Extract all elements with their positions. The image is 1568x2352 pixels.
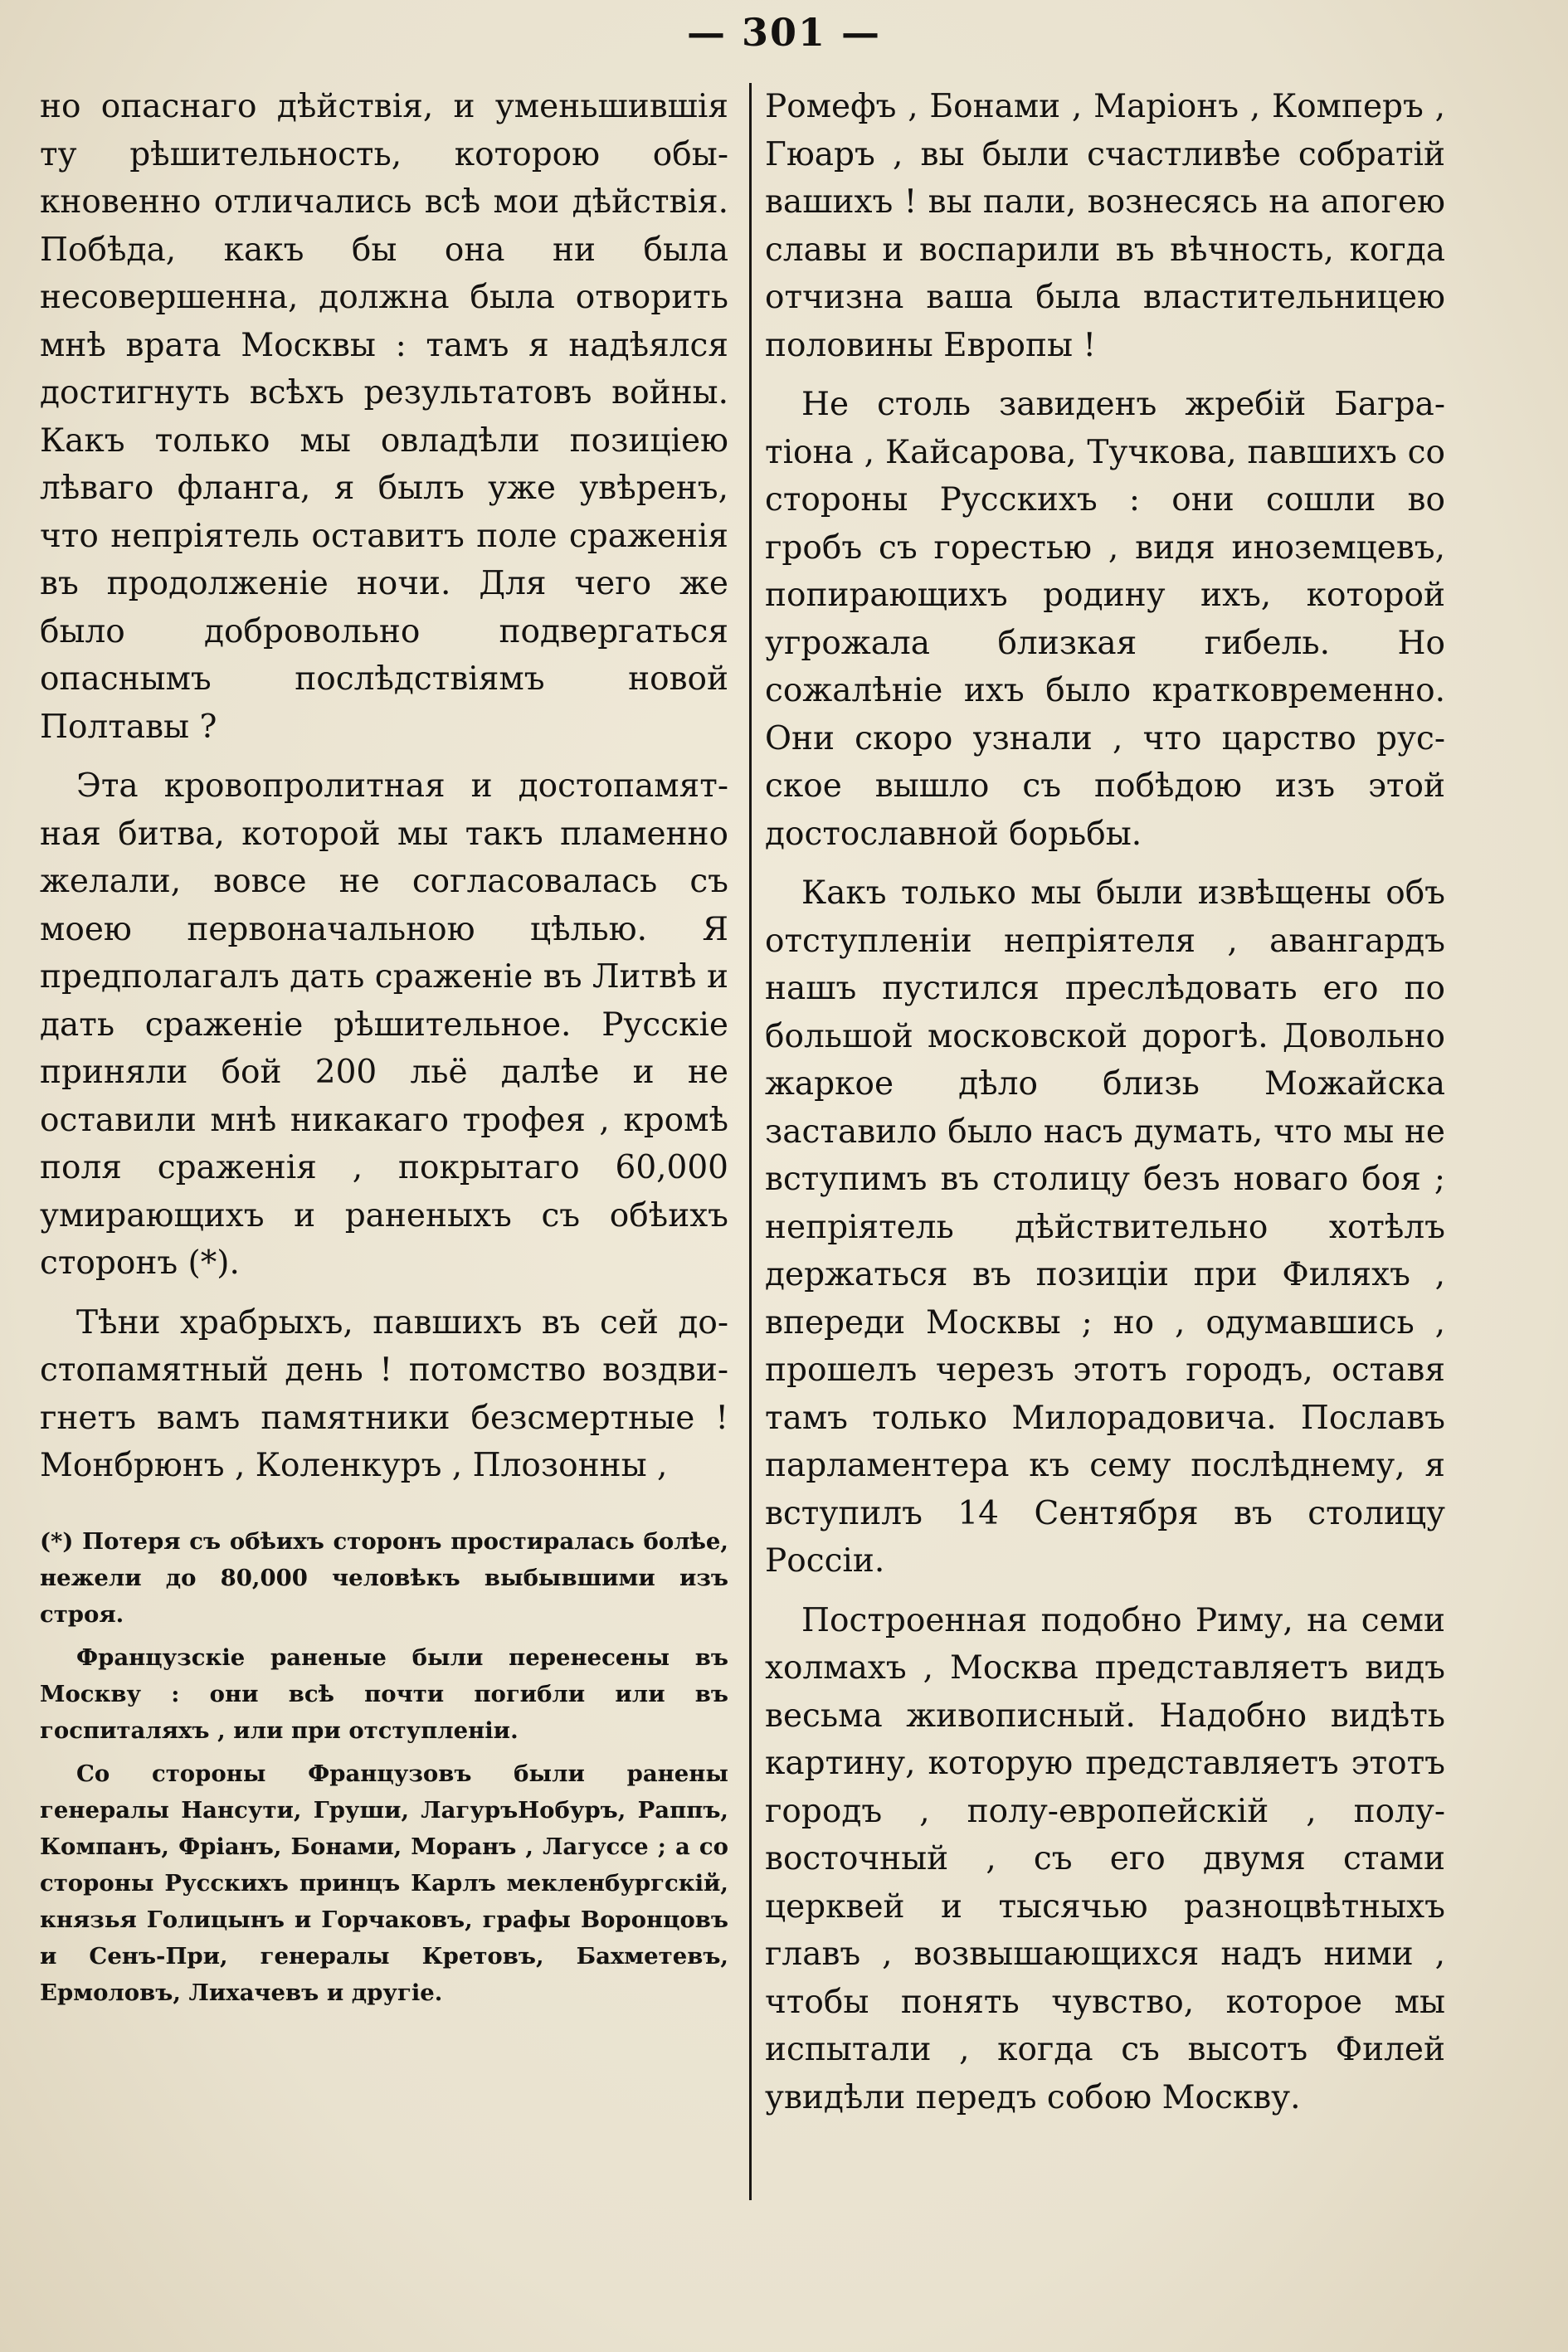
footnote-3: Со стороны Французовъ были ранены генералы Нансути, Груши, ЛагуръНобуръ, Раппъ, Компанъ, Фріанъ, Бонами, Моранъ , Лагуссе ; а со стороны Русскихъ принцъ Карлъ мекленбургскій, князья Голицынъ и Горчаковъ, графы Воронцовъ и Сенъ-При, генералы Кретовъ, Бахметевъ, Ермоловъ, Лихачевъ и другіе. bbox=[40, 1760, 728, 2006]
left-paragraph-3: Тѣни храбрыхъ, павшихъ въ сей достопамятный день ! потомство воздвигнетъ вамъ памятники безсмертные ! Монбрюнъ , Коленкуръ , Плозонны , bbox=[40, 1303, 728, 1484]
right-paragraph-4: Построенная подобно Риму, на семи холмахъ , Москва представляетъ видъ весьма живописный. Надобно видѣть картину, которую представляетъ этотъ городъ , полу-европейскій , полу-восточный , съ его двумя стами церквей и тысячью разноцвѣтныхъ главъ , возвышающихся надъ ними , чтобы понять чувство, которое мы испытали , когда съ высотъ Филей увидѣли передъ собою Москву. bbox=[765, 1601, 1445, 2116]
footnotes bbox=[40, 1523, 728, 2011]
footnote-2: Французскіе раненые были перенесены въ Москву : они всѣ почти погибли или въ госпиталяхъ , или при отступленіи. bbox=[40, 1643, 728, 1744]
right-paragraph-3: Какъ только мы были извѣщены объ отступленіи непріятеля , авангардъ нашъ пустился преслѣдовать его по большой московской дорогѣ. Довольно жаркое дѣло близь Можайска заставило было насъ думать, что мы не вступимъ въ столицу безъ новаго боя ; непріятель дѣйствительно хотѣлъ держаться въ позиціи при Филяхъ , впереди Москвы ; но , одумавшись , прошелъ черезъ этотъ городъ, оставя тамъ только Милорадовича. Пославъ парламентера къ сему послѣднему, я вступилъ 14 Сентября въ столицу Россіи. bbox=[765, 874, 1445, 1580]
footnote-1: (*) Потеря съ обѣихъ сторонъ простиралась болѣе, нежели до 80,000 человѣкъ выбывшими изъ строя. bbox=[40, 1527, 728, 1628]
page-number: — 301 — bbox=[686, 10, 882, 55]
right-column bbox=[765, 83, 1445, 2133]
left-paragraph-2: Эта кровопролитная и достопамятная битва, которой мы такъ пламенно желали, вовсе не согласовалась съ моею первоначальною цѣлью. Я предполагалъ дать сраженіе въ Литвѣ и дать сраженіе рѣшительное. Русскіе приняли бой 200 льё далѣе и не оставили мнѣ никакаго трофея , кромѣ поля сраженія , покрытаго 60,000 умирающихъ и раненыхъ съ обѣихъ сторонъ (*). bbox=[40, 767, 728, 1282]
left-column bbox=[40, 83, 728, 2018]
left-paragraph-1: но опаснаго дѣйствія, и уменьшившія ту рѣшительность, которою обыкновенно отличались всѣ мои дѣйствія. Побѣда, какъ бы она ни была несовершенна, должна была отворить мнѣ врата Москвы : тамъ я надѣялся достигнуть всѣхъ результатовъ войны. Какъ только мы овладѣли позиціею лѣваго фланга, я былъ уже увѣренъ, что непріятель оставитъ поле сраженія въ продолженіе ночи. Для чего же было добровольно подвергаться опаснымъ послѣдствіямъ новой Полтавы ? bbox=[40, 88, 728, 746]
column-divider bbox=[749, 83, 752, 2200]
right-paragraph-2: Не столь завиденъ жребій Багратіона , Кайсарова, Тучкова, павшихъ со стороны Русскихъ : они сошли во гробъ съ горестью , видя иноземцевъ, попирающихъ родину ихъ, которой угрожала близкая гибель. Но сожалѣніе ихъ было кратковременно. Они скоро узнали , что царство русское вышло съ побѣдою изъ этой достославной борьбы. bbox=[765, 386, 1445, 853]
right-paragraph-1: Ромефъ , Бонами , Маріонъ , Комперъ , Гюаръ , вы были счастливѣе собратій вашихъ ! вы пали, вознесясь на апогею славы и воспарили въ вѣчность, когда отчизна ваша была властительницею половины Европы ! bbox=[765, 88, 1445, 364]
